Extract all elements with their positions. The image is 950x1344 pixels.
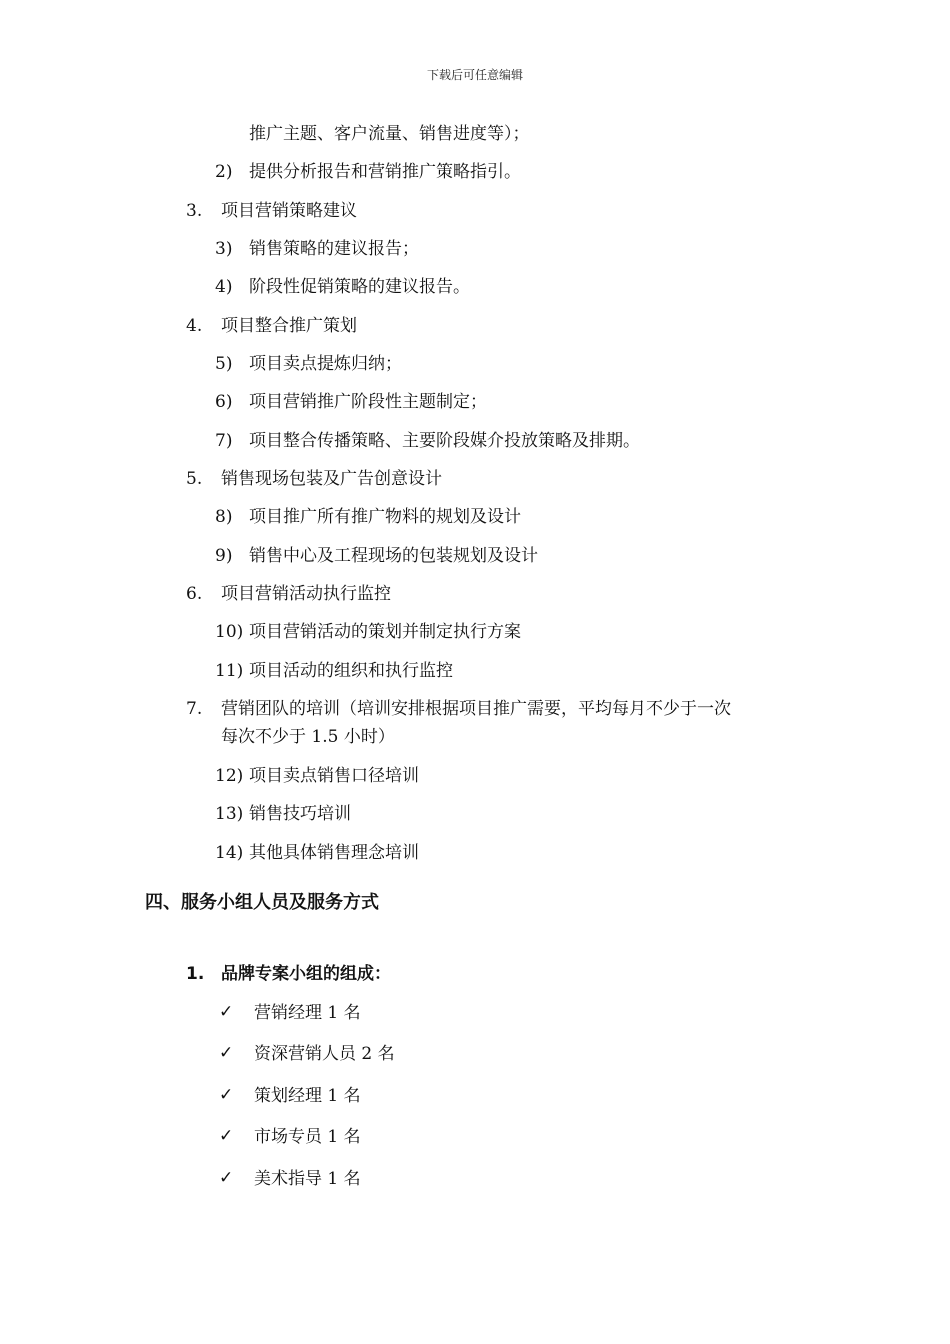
member-item: 市场专员 1 名	[254, 1127, 361, 1147]
list-item-text: 阶段性促销策略的建议报告。	[249, 277, 470, 297]
checkmark-icon: ✓	[219, 1002, 234, 1022]
section-heading: 四、服务小组人员及服务方式	[145, 892, 379, 913]
list-item-text: 销售现场包装及广告创意设计	[221, 469, 442, 489]
member-item: 营销经理 1 名	[254, 1003, 361, 1023]
list-item-number: 3)	[215, 239, 233, 259]
list-item-text: 项目营销活动执行监控	[221, 584, 391, 604]
list-item-text: 每次不少于 1.5 小时）	[221, 727, 395, 747]
member-item: 美术指导 1 名	[254, 1169, 361, 1189]
list-item-number: 5)	[215, 354, 233, 374]
list-item-text: 推广主题、客户流量、销售进度等）；	[249, 124, 530, 144]
list-item-text: 销售中心及工程现场的包装规划及设计	[249, 546, 538, 566]
list-item-text: 项目营销推广阶段性主题制定；	[249, 392, 487, 412]
list-item-text: 项目整合传播策略、主要阶段媒介投放策略及排期。	[249, 431, 640, 451]
list-item-number: 7)	[215, 431, 233, 451]
list-item-text: 项目推广所有推广物料的规划及设计	[249, 507, 521, 527]
checkmark-icon: ✓	[219, 1168, 234, 1188]
list-item-text: 其他具体销售理念培训	[249, 843, 419, 863]
list-item-number: 2)	[215, 162, 233, 182]
list-item-number: 6)	[215, 392, 233, 412]
list-item-number: 8)	[215, 507, 233, 527]
member-item: 策划经理 1 名	[254, 1086, 361, 1106]
checkmark-icon: ✓	[219, 1043, 234, 1063]
list-item-number: 11)	[215, 661, 244, 681]
list-item-text: 提供分析报告和营销推广策略指引。	[249, 162, 521, 182]
list-item-number: 6.	[186, 584, 203, 604]
list-item-number: 14)	[215, 843, 244, 863]
list-item-text: 项目营销活动的策划并制定执行方案	[249, 622, 521, 642]
list-item-text: 销售技巧培训	[249, 804, 351, 824]
list-item-text: 营销团队的培训（培训安排根据项目推广需要，平均每月不少于一次	[221, 699, 731, 719]
list-item-number: 5.	[186, 469, 203, 489]
list-item-number: 9)	[215, 546, 233, 566]
subsection-heading: 品牌专案小组的组成：	[221, 964, 391, 984]
subsection-number: 1.	[186, 964, 205, 984]
list-item-number: 13)	[215, 804, 244, 824]
list-item-number: 4.	[186, 316, 203, 336]
checkmark-icon: ✓	[219, 1126, 234, 1146]
list-item-number: 10)	[215, 622, 244, 642]
list-item-number: 4)	[215, 277, 233, 297]
list-item-text: 项目营销策略建议	[221, 201, 357, 221]
list-item-text: 项目活动的组织和执行监控	[249, 661, 453, 681]
list-item-text: 项目卖点提炼归纳；	[249, 354, 402, 374]
page-header: 下载后可任意编辑	[426, 68, 523, 82]
member-item: 资深营销人员 2 名	[254, 1044, 395, 1064]
list-item-number: 12)	[215, 766, 244, 786]
checkmark-icon: ✓	[219, 1085, 234, 1105]
list-item-text: 项目卖点销售口径培训	[249, 766, 419, 786]
list-item-number: 7.	[186, 699, 203, 719]
list-item-text: 项目整合推广策划	[221, 316, 357, 336]
list-item-text: 销售策略的建议报告；	[249, 239, 419, 259]
list-item-number: 3.	[186, 201, 203, 221]
